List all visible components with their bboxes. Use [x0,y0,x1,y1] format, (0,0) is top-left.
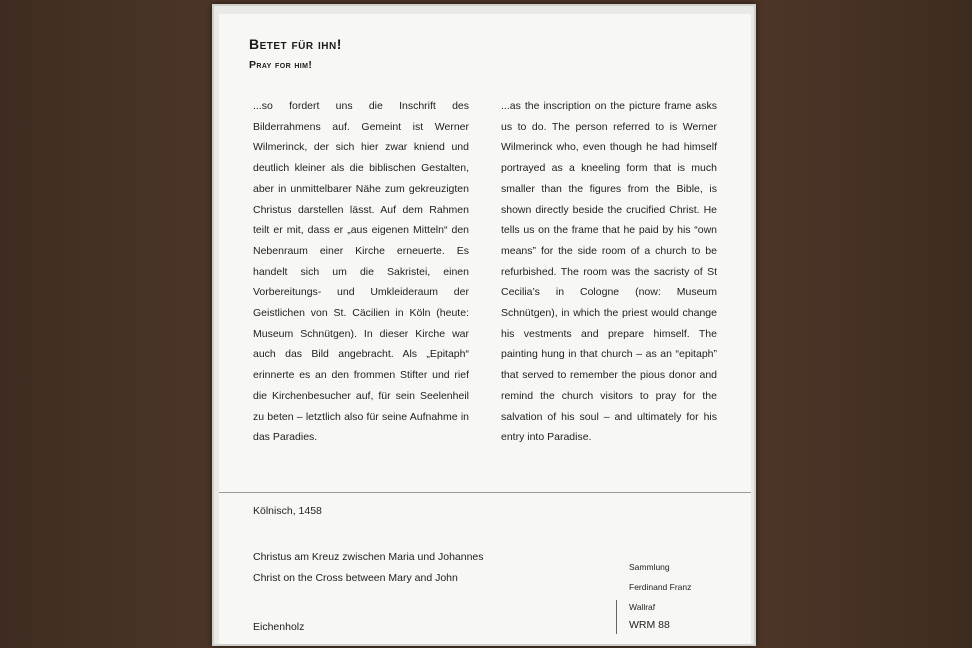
artwork-date: Kölnisch, 1458 [253,505,322,517]
inventory-number: WRM 88 [629,619,670,631]
artwork-material: Eichenholz [253,621,305,633]
text-english: ...as the inscription on the picture frame asks us to do. The person referred to is Werner Wilmerinck who, even though he had himself portrayed as a kneeling form that is much smaller than the figures from the Bible, is shown directly beside the crucified Christ. He tells us on the frame that he paid by his “own means” for the side room of a church to be refurbished. The room was the sacristy of St Cecilia’s in Cologne (now: Museum Schnütgen), in which the priest would change his vestments and prepare himself. The painting hung in that church – as an “epitaph” that served to remember the pious donor and remind the church visitors to pray for the salvation of his soul – and ultimately for his entry into Paradise. [501,100,717,444]
collection-divider [616,600,617,634]
label-subtitle: Pray for him! [249,59,313,71]
text-german: ...so fordert uns die Inschrift des Bilderrahmens auf. Gemeint ist Werner Wilmerinck, der sich hier zwar kniend und deutlich kleiner als die biblischen Gestalten, aber in unmittelbarer Nähe zum gekreuzigten Christus darstellen lässt. Auf dem Rahmen teilt er mit, dass er „aus eigenen Mitteln“ den Nebenraum einer Kirche erneuerte. Es handelt sich um die Sakristei, einen Vorbereitungs- und Umkleideraum der Geistlichen von St. Cäcilien in Köln (heute: Museum Schnütgen). In dieser Kirche war auch das Bild angebracht. Als „Epitaph“ erinnerte es an den frommen Stifter und rief die Kirchenbesucher auf, für sein Seelenheil zu beten – letztlich also für seine Aufnahme in das Paradies. [253,100,469,444]
collection-line-3: Wallraf [629,602,656,612]
wall-right [754,0,972,648]
museum-label [219,14,751,644]
divider [219,492,751,493]
collection-line-2: Ferdinand Franz [629,582,692,592]
artwork-title-german: Christus am Kreuz zwischen Maria und Johannes [253,551,484,563]
artwork-title-english: Christ on the Cross between Mary and John [253,572,458,584]
collection-line-1: Sammlung [629,562,670,572]
label-title: Betet für ihn! [249,36,342,52]
wall-left [0,0,215,648]
